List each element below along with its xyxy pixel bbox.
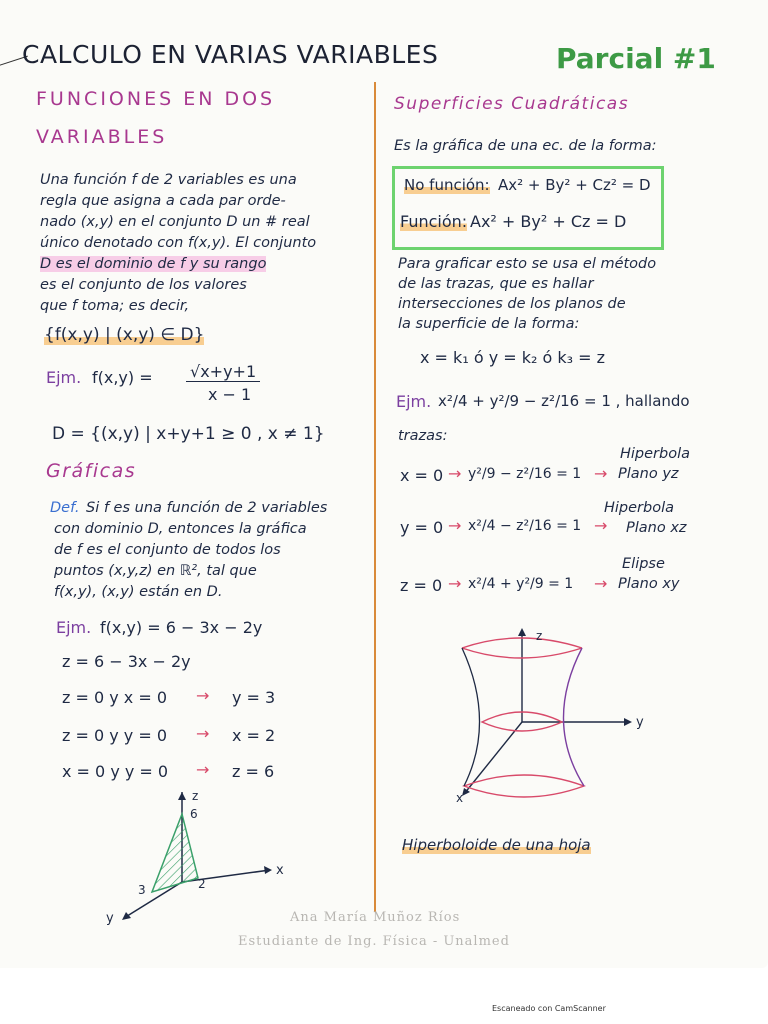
plane-sketch xyxy=(100,786,300,926)
axis-label-x: x xyxy=(456,791,464,805)
z-axis-arrow-icon xyxy=(178,792,186,800)
axis-label-y: y xyxy=(106,911,114,926)
arrow-icon: → xyxy=(594,574,608,593)
planes-equation: x = k₁ ó y = k₂ ó k₃ = z xyxy=(420,348,606,367)
trace-condition: y = 0 xyxy=(400,518,444,537)
trace-type: Hiperbola xyxy=(604,500,675,516)
z-axis-arrow-icon xyxy=(518,628,526,636)
tick-2: 2 xyxy=(198,877,206,891)
intercept-condition: z = 0 y x = 0 xyxy=(62,688,168,707)
intercept-result: x = 2 xyxy=(232,726,276,745)
watermark-program: Estudiante de Ing. Física - Unalmed xyxy=(238,934,510,949)
graficas-heading: Gráficas xyxy=(46,460,137,482)
arrow-icon: → xyxy=(594,516,608,535)
trace-type: Hiperbola xyxy=(620,446,691,462)
funcion-label: Función: xyxy=(400,212,468,231)
set-notation: {f(x,y) | (x,y) ∈ D} xyxy=(44,325,205,345)
definition-line-dominio: D es el dominio de f y su rango xyxy=(40,256,267,272)
axis-label-z: z xyxy=(192,789,199,803)
no-funcion-label: No función: xyxy=(404,176,490,194)
def-line: de f es el conjunto de todos los xyxy=(54,542,281,558)
method-line: intersecciones de los planos de xyxy=(398,296,626,312)
left-hyperbola xyxy=(462,648,480,786)
definition-line: es el conjunto de los valores xyxy=(40,277,247,293)
arrow-icon: → xyxy=(448,516,462,535)
trace-plane: Plano yz xyxy=(618,466,679,482)
intercept-result: z = 6 xyxy=(232,762,275,781)
y-axis-arrow-icon xyxy=(122,912,131,920)
example2-fx: f(x,y) = 6 − 3x − 2y xyxy=(100,618,263,637)
example1-denominator: x − 1 xyxy=(208,385,252,404)
example-label: Ejm. xyxy=(396,392,432,411)
definition-line: Una función f de 2 variables es una xyxy=(40,172,297,188)
axis-label-y: y xyxy=(636,715,644,730)
arrow-icon: → xyxy=(448,464,462,483)
example1-numerator: √x+y+1 xyxy=(186,362,260,382)
trace-type: Elipse xyxy=(622,556,665,572)
example1-label: Ejm. xyxy=(46,368,82,387)
column-divider xyxy=(374,82,376,912)
arrow-icon: → xyxy=(196,724,210,743)
left-heading-line1: FUNCIONES EN DOS xyxy=(36,88,276,110)
example-equation: x²/4 + y²/9 − z²/16 = 1 , hallando xyxy=(438,392,690,410)
no-funcion-equation: Ax² + By² + Cz² = D xyxy=(498,176,651,194)
trazas-label: trazas: xyxy=(398,428,448,444)
intercept-condition: x = 0 y y = 0 xyxy=(62,762,169,781)
definition-line: regla que asigna a cada par orde- xyxy=(40,193,286,209)
definition-line: nado (x,y) en el conjunto D un # real xyxy=(40,214,310,230)
def-line: con dominio D, entonces la gráfica xyxy=(54,521,307,537)
right-heading: Superficies Cuadráticas xyxy=(394,94,630,114)
scanner-credit: Escaneado con CamScanner xyxy=(492,1004,606,1013)
domain-equation: D = {(x,y) | x+y+1 ≥ 0 , x ≠ 1} xyxy=(52,424,325,444)
trace-plane: Plano xy xyxy=(618,576,680,592)
surface-caption: Hiperboloide de una hoja xyxy=(402,836,591,854)
tick-3: 3 xyxy=(138,883,146,897)
page-title: CALCULO EN VARIAS VARIABLES xyxy=(22,40,439,69)
axis-label-z: z xyxy=(536,629,543,643)
y-axis-arrow-icon xyxy=(624,718,632,726)
hyperboloid-sketch xyxy=(440,618,690,818)
method-line: de las trazas, que es hallar xyxy=(398,276,594,292)
def-label: Def. xyxy=(50,500,80,516)
def-line: Si f es una función de 2 variables xyxy=(86,500,328,516)
watermark-name: Ana María Muñoz Ríos xyxy=(290,910,461,925)
left-heading-line2: VARIABLES xyxy=(36,126,168,148)
arrow-icon: → xyxy=(448,574,462,593)
example1-fx: f(x,y) = xyxy=(92,368,153,387)
definition-line: único denotado con f(x,y). El conjunto xyxy=(40,235,317,251)
trace-condition: z = 0 xyxy=(400,576,443,595)
arrow-icon: → xyxy=(196,686,210,705)
trace-equation: x²/4 + y²/9 = 1 xyxy=(468,576,574,592)
intercept-result: y = 3 xyxy=(232,688,276,707)
parcial-label: Parcial #1 xyxy=(556,42,716,75)
trace-equation: x²/4 − z²/16 = 1 xyxy=(468,518,582,534)
def-line: puntos (x,y,z) en ℝ², tal que xyxy=(54,563,257,579)
x-axis-arrow-icon xyxy=(462,788,470,796)
axis-label-x: x xyxy=(276,863,284,878)
funcion-equation: Ax² + By² + Cz = D xyxy=(470,212,627,231)
definition-line: que f toma; es decir, xyxy=(40,298,190,314)
trace-plane: Plano xz xyxy=(626,520,687,536)
trace-condition: x = 0 xyxy=(400,466,444,485)
right-hyperbola xyxy=(563,648,584,786)
tick-6: 6 xyxy=(190,807,198,821)
intro-text: Es la gráfica de una ec. de la forma: xyxy=(394,138,657,154)
example2-label: Ejm. xyxy=(56,618,92,637)
arrow-icon: → xyxy=(594,464,608,483)
method-line: Para graficar esto se usa el método xyxy=(398,256,657,272)
z-equation: z = 6 − 3x − 2y xyxy=(62,652,191,671)
intercept-condition: z = 0 y y = 0 xyxy=(62,726,168,745)
trace-equation: y²/9 − z²/16 = 1 xyxy=(468,466,582,482)
bottom-ellipse xyxy=(464,775,584,797)
plane-triangle xyxy=(152,814,198,892)
def-line: f(x,y), (x,y) están en D. xyxy=(54,584,223,600)
arrow-icon: → xyxy=(196,760,210,779)
x-axis-arrow-icon xyxy=(264,866,272,874)
method-line: la superficie de la forma: xyxy=(398,316,580,332)
